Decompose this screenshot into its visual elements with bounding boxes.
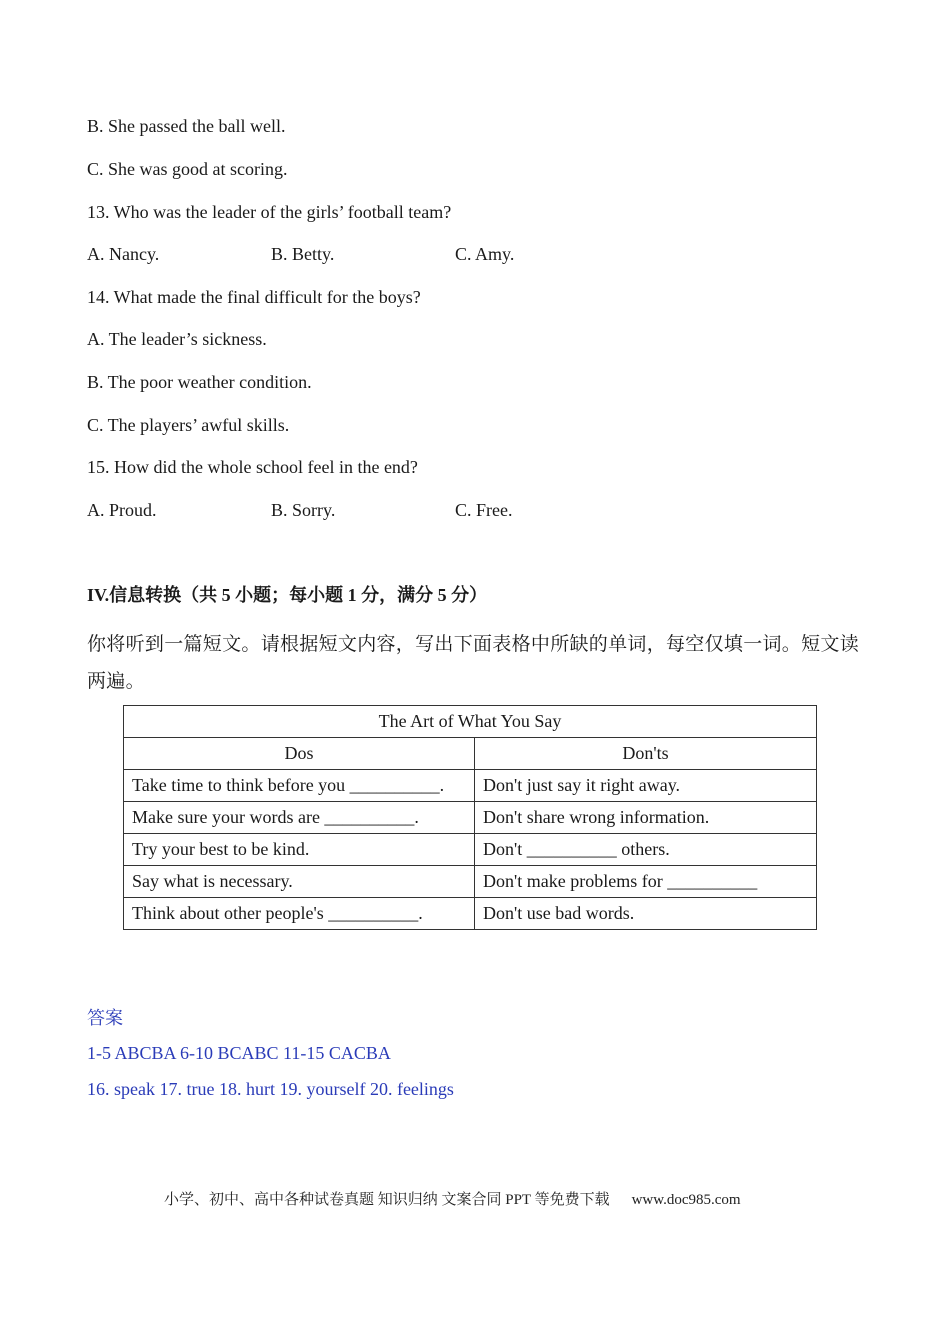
answer-line-2: 16. speak 17. true 18. hurt 19. yourself 20. feelings — [87, 1079, 454, 1099]
table-row — [124, 866, 817, 898]
cell-dos: Think about other people's __________. — [124, 898, 475, 930]
cell-donts: Don't share wrong information. — [475, 802, 817, 834]
q12-option-c: C. She was good at scoring. — [87, 159, 288, 179]
table-row — [124, 802, 817, 834]
cell-donts: Don't just say it right away. — [475, 770, 817, 802]
answer-heading: 答案 — [87, 1008, 123, 1028]
footer-url[interactable]: www.doc985.com — [631, 1192, 741, 1208]
info-table — [123, 705, 817, 930]
table-row — [124, 770, 817, 802]
header-dos: Dos — [124, 738, 475, 770]
cell-dos: Try your best to be kind. — [124, 834, 475, 866]
table-title-row — [124, 706, 817, 738]
cell-donts: Don't __________ others. — [475, 834, 817, 866]
q15-option-c: C. Free. — [455, 500, 513, 520]
footer — [164, 1190, 741, 1210]
cell-dos: Say what is necessary. — [124, 866, 475, 898]
cell-dos: Make sure your words are __________. — [124, 802, 475, 834]
cell-donts: Don't make problems for __________ — [475, 866, 817, 898]
q12-option-b: B. She passed the ball well. — [87, 116, 286, 136]
cell-dos: Take time to think before you __________. — [124, 770, 475, 802]
q15-stem: 15. How did the whole school feel in the end? — [87, 457, 418, 477]
section-title: IV.信息转换（共 5 小题；每小题 1 分，满分 5 分） — [87, 585, 488, 605]
footer-text: 小学、初中、高中各种试卷真题 知识归纳 文案合同 PPT 等免费下载 — [164, 1192, 610, 1208]
header-donts: Don'ts — [475, 738, 817, 770]
table-row — [124, 834, 817, 866]
q13-option-c: C. Amy. — [455, 244, 515, 264]
q15-option-a: A. Proud. — [87, 500, 157, 520]
q14-option-c: C. The players’ awful skills. — [87, 415, 290, 435]
table-row — [124, 898, 817, 930]
section-instructions: 你将听到一篇短文。请根据短文内容，写出下面表格中所缺的单词，每空仅填一词。短文读两遍。 — [87, 634, 860, 692]
q13-option-b: B. Betty. — [271, 244, 335, 264]
q13-stem: 13. Who was the leader of the girls’ football team? — [87, 202, 452, 222]
q14-option-b: B. The poor weather condition. — [87, 372, 312, 392]
q14-option-a: A. The leader’s sickness. — [87, 329, 267, 349]
q14-stem: 14. What made the final difficult for the boys? — [87, 287, 421, 307]
q15-option-b: B. Sorry. — [271, 500, 336, 520]
answer-line-1: 1-5 ABCBA 6-10 BCABC 11-15 CACBA — [87, 1043, 391, 1063]
q13-option-a: A. Nancy. — [87, 244, 160, 264]
cell-donts: Don't use bad words. — [475, 898, 817, 930]
table-header-row — [124, 738, 817, 770]
table-title: The Art of What You Say — [124, 706, 817, 738]
